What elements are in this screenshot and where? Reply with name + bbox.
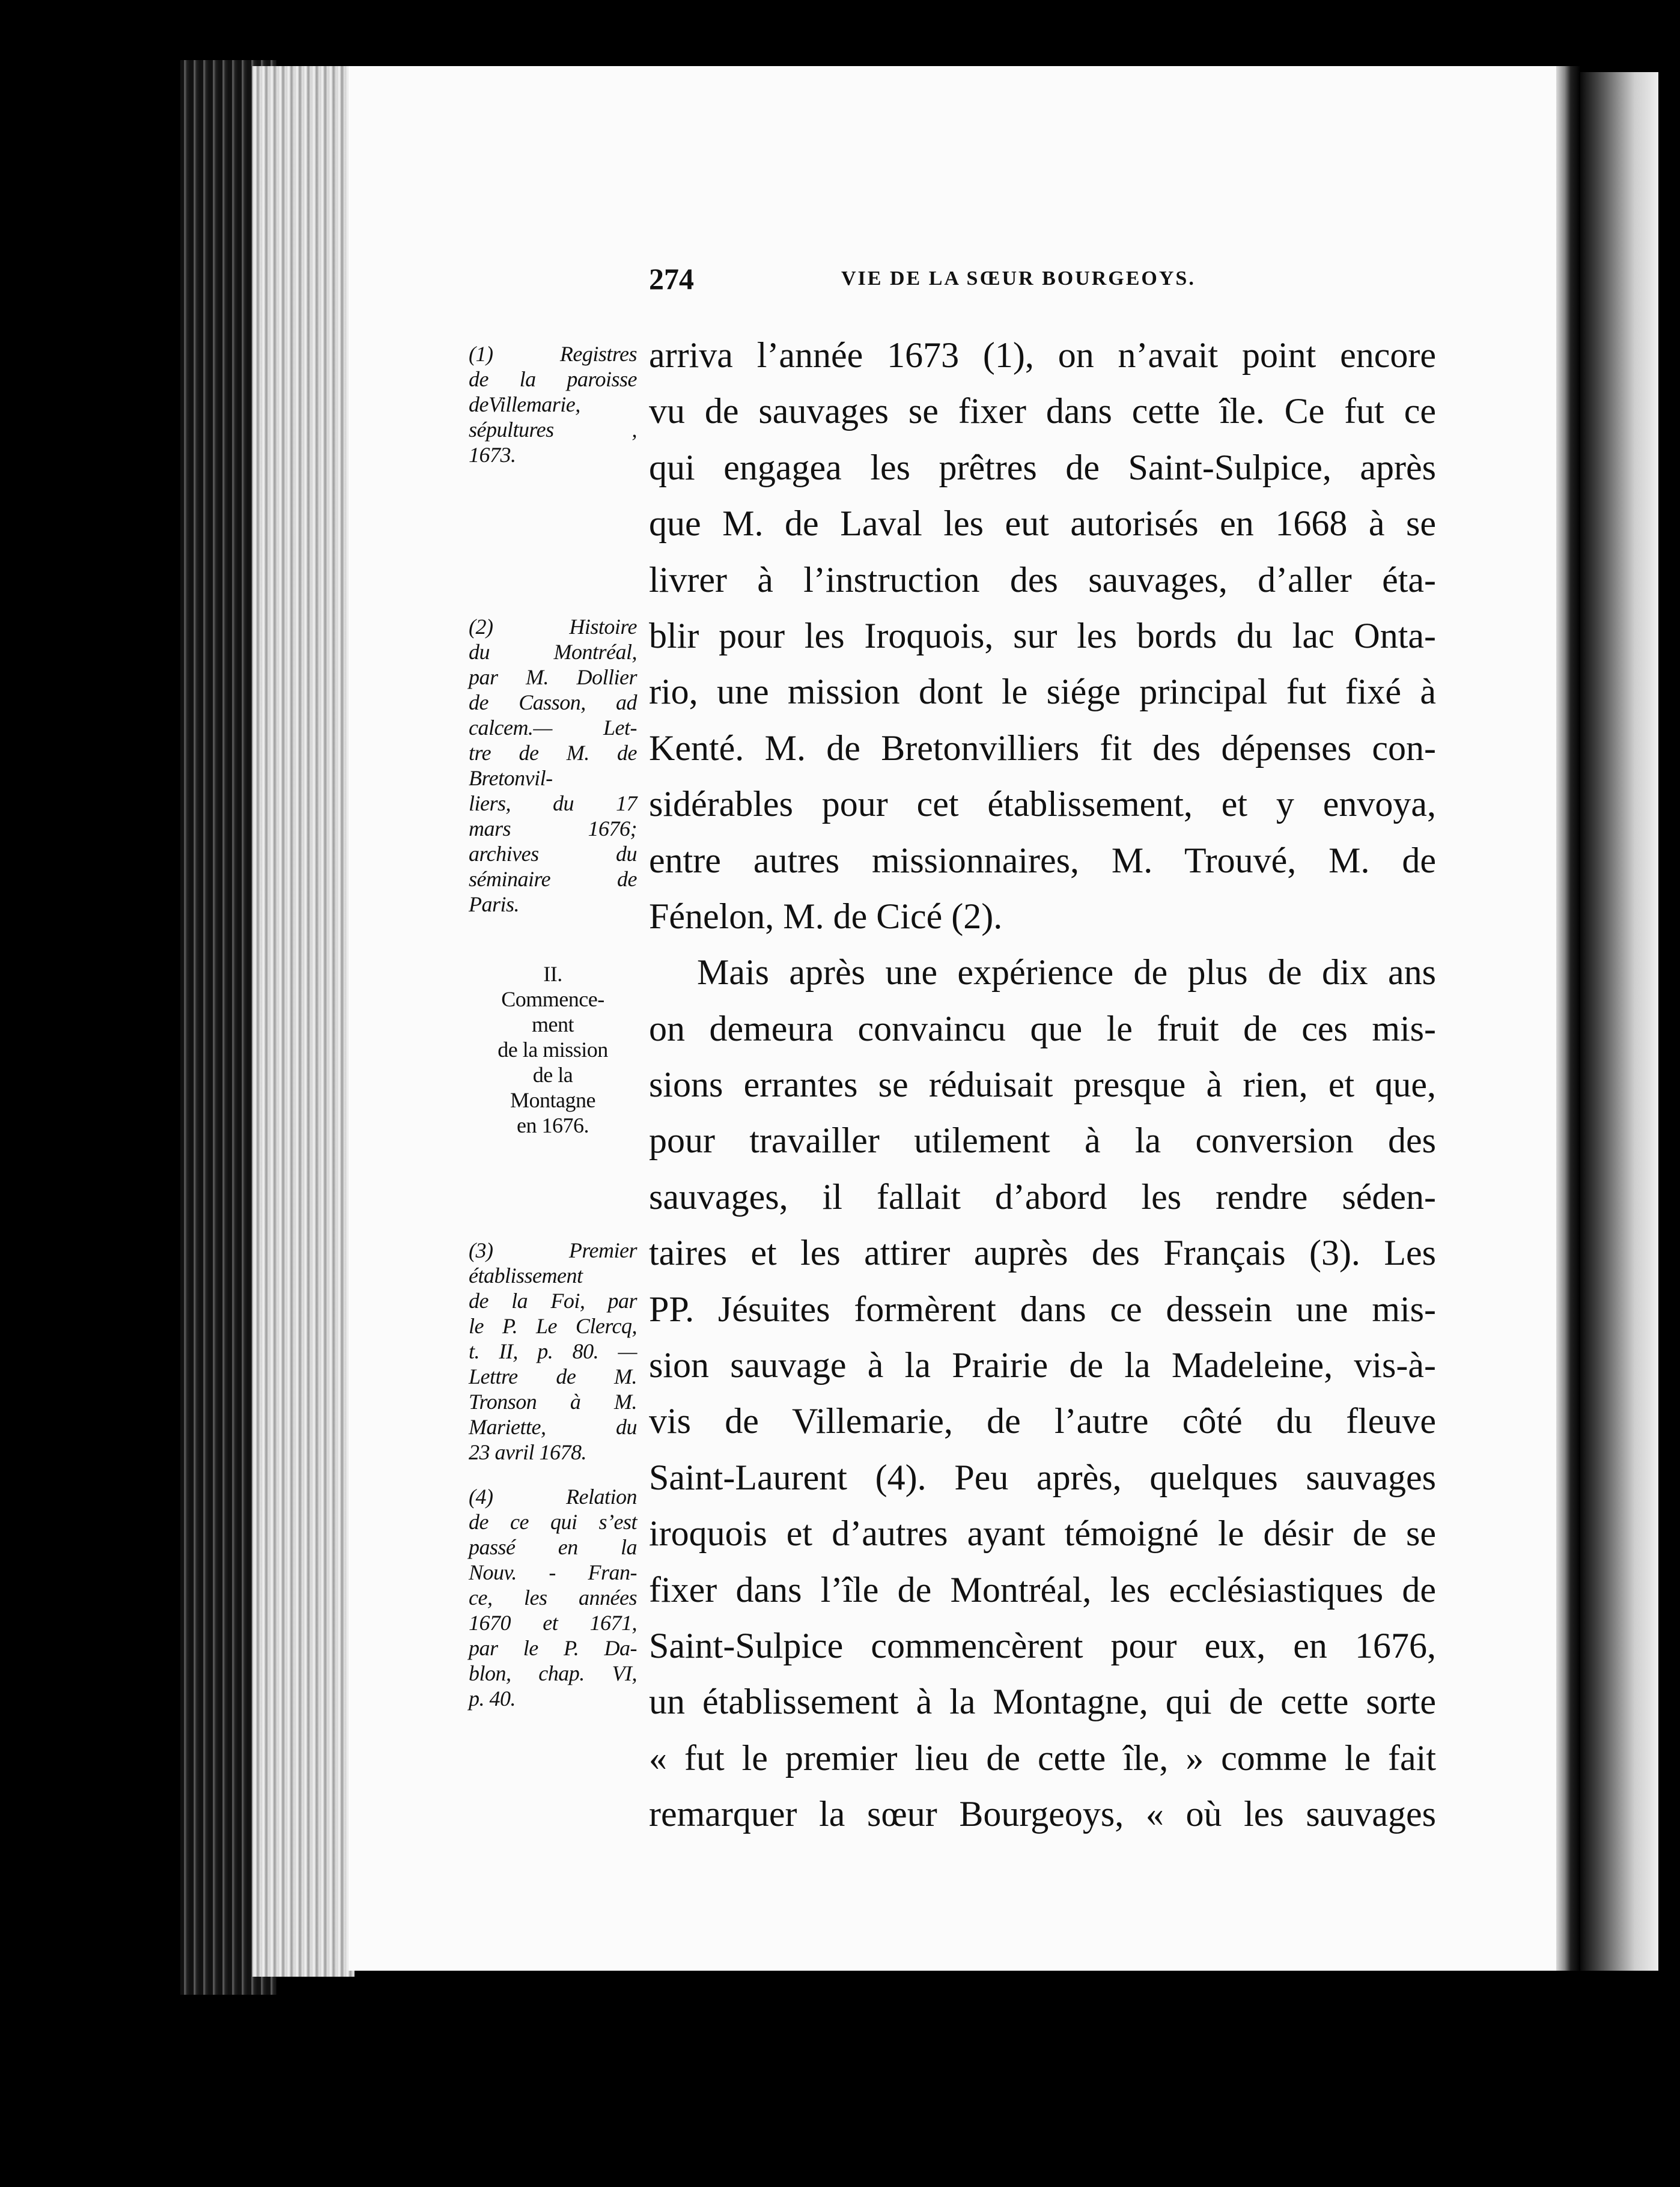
note-line: du Montréal,: [469, 640, 637, 664]
text-line: taires et les attirer auprès des Français (3). Les: [649, 1233, 1436, 1273]
note-line: par le P. Da-: [469, 1636, 637, 1660]
text-line: remarquer la sœur Bourgeoys, « où les sauvages: [649, 1794, 1436, 1834]
note-line: de la paroisse: [469, 367, 637, 391]
text-line: blir pour les Iroquois, sur les bords du lac Onta-: [649, 615, 1436, 655]
note-line: 1670 et 1671,: [469, 1611, 637, 1635]
text-line: sidérables pour cet établissement, et y envoya,: [649, 784, 1436, 824]
note-line: Mariette, du: [469, 1415, 637, 1439]
note-line: Paris.: [469, 892, 520, 916]
running-title: VIE DE LA SŒUR BOURGEOYS.: [841, 267, 1196, 290]
text-line: un établissement à la Montagne, qui de cette sorte: [649, 1682, 1436, 1722]
text-line: PP. Jésuites formèrent dans ce dessein une mis-: [649, 1289, 1436, 1329]
note-line: sépultures ,: [469, 418, 637, 442]
note-line: (3) Premier: [469, 1238, 637, 1262]
note-line: (1) Registres: [469, 342, 637, 366]
note-line: mars 1676;: [469, 817, 637, 841]
text-line: livrer à l’instruction des sauvages, d’aller éta-: [649, 559, 1436, 600]
margin-note-3: [469, 1238, 637, 1465]
note-line: Bretonvil-: [469, 766, 553, 790]
text-line: « fut le premier lieu de cette île, » comme le fait: [649, 1738, 1436, 1778]
note-line: blon, chap. VI,: [469, 1661, 637, 1685]
page-number: 274: [649, 262, 694, 296]
page-header: [649, 261, 1250, 309]
note-line: Nouv. - Fran-: [469, 1560, 637, 1584]
text-line: rio, une mission dont le siége principal fut fixé à: [649, 672, 1436, 712]
section-line: ment: [532, 1012, 574, 1036]
note-line: p. 40.: [469, 1687, 516, 1711]
text-line: Saint-Sulpice commencèrent pour eux, en 1676,: [649, 1625, 1436, 1665]
note-line: passé en la: [469, 1535, 637, 1559]
section-line: Commence-: [501, 987, 604, 1011]
note-line: archives du: [469, 842, 637, 866]
note-line: (2) Histoire: [469, 615, 637, 639]
section-line: en 1676.: [517, 1113, 589, 1137]
text-line: iroquois et d’autres ayant témoigné le désir de se: [649, 1513, 1436, 1554]
note-line: 1673.: [469, 443, 516, 467]
text-line: Saint-Laurent (4). Peu après, quelques sauvages: [649, 1457, 1436, 1497]
note-line: tre de M. de: [469, 741, 637, 765]
note-line: deVillemarie,: [469, 392, 580, 416]
text-line: Fénelon, M. de Cicé (2).: [649, 896, 1003, 936]
note-line: par M. Dollier: [469, 665, 637, 689]
note-line: Lettre de M.: [469, 1364, 637, 1389]
margin-note-2: [469, 614, 637, 917]
main-text-column: [649, 327, 1436, 1843]
note-line: séminaire de: [469, 867, 637, 891]
note-line: établissement: [469, 1264, 583, 1288]
page-stack-edges: [252, 66, 355, 1977]
note-line: t. II, p. 80. —: [469, 1339, 637, 1363]
note-line: liers, du 17: [469, 791, 637, 815]
text-line: entre autres missionnaires, M. Trouvé, M. de: [649, 840, 1436, 880]
text-line: on demeura convaincu que le fruit de ces mis-: [649, 1008, 1436, 1048]
note-line: le P. Le Clercq,: [469, 1314, 637, 1338]
text-line: vis de Villemarie, de l’autre côté du fleuve: [649, 1401, 1436, 1441]
text-line: pour travailler utilement à la conversion des: [649, 1121, 1436, 1161]
margin-note-1: [469, 341, 637, 467]
note-line: ce, les années: [469, 1586, 637, 1610]
text-line: qui engagea les prêtres de Saint-Sulpice, après: [649, 447, 1436, 487]
text-line: fixer dans l’île de Montréal, les ecclésiastiques de: [649, 1569, 1436, 1610]
page-gutter-shadow: [1556, 66, 1580, 1971]
note-line: (4) Relation: [469, 1485, 637, 1509]
facing-page-edge: [1580, 72, 1658, 1971]
margin-note-4: [469, 1484, 637, 1711]
section-line: Montagne: [510, 1088, 595, 1112]
section-line: de la: [532, 1063, 573, 1087]
text-line: Kenté. M. de Bretonvilliers fit des dépenses con-: [649, 728, 1436, 768]
note-line: Tronson à M.: [469, 1390, 637, 1414]
margin-section-heading: [469, 961, 637, 1138]
note-line: de la Foi, par: [469, 1289, 637, 1313]
text-line: arriva l’année 1673 (1), on n’avait point encore: [649, 335, 1436, 375]
note-line: de Casson, ad: [469, 690, 637, 714]
text-line-paragraph-start: Mais après une expérience de plus de dix ans: [697, 952, 1436, 993]
note-line: calcem.— Let-: [469, 716, 637, 740]
text-line: sauvages, il fallait d’abord les rendre séden-: [649, 1176, 1436, 1217]
section-number: II.: [543, 962, 562, 986]
text-line: sions errantes se réduisait presque à rien, et que,: [649, 1065, 1436, 1105]
text-line: que M. de Laval les eut autorisés en 1668 à se: [649, 503, 1436, 544]
note-line: 23 avril 1678.: [469, 1440, 586, 1464]
section-line: de la mission: [498, 1038, 608, 1062]
text-line: sion sauvage à la Prairie de la Madeleine, vis-à-: [649, 1345, 1436, 1386]
text-line: vu de sauvages se fixer dans cette île. Ce fut ce: [649, 391, 1436, 431]
note-line: de ce qui s’est: [469, 1510, 637, 1534]
